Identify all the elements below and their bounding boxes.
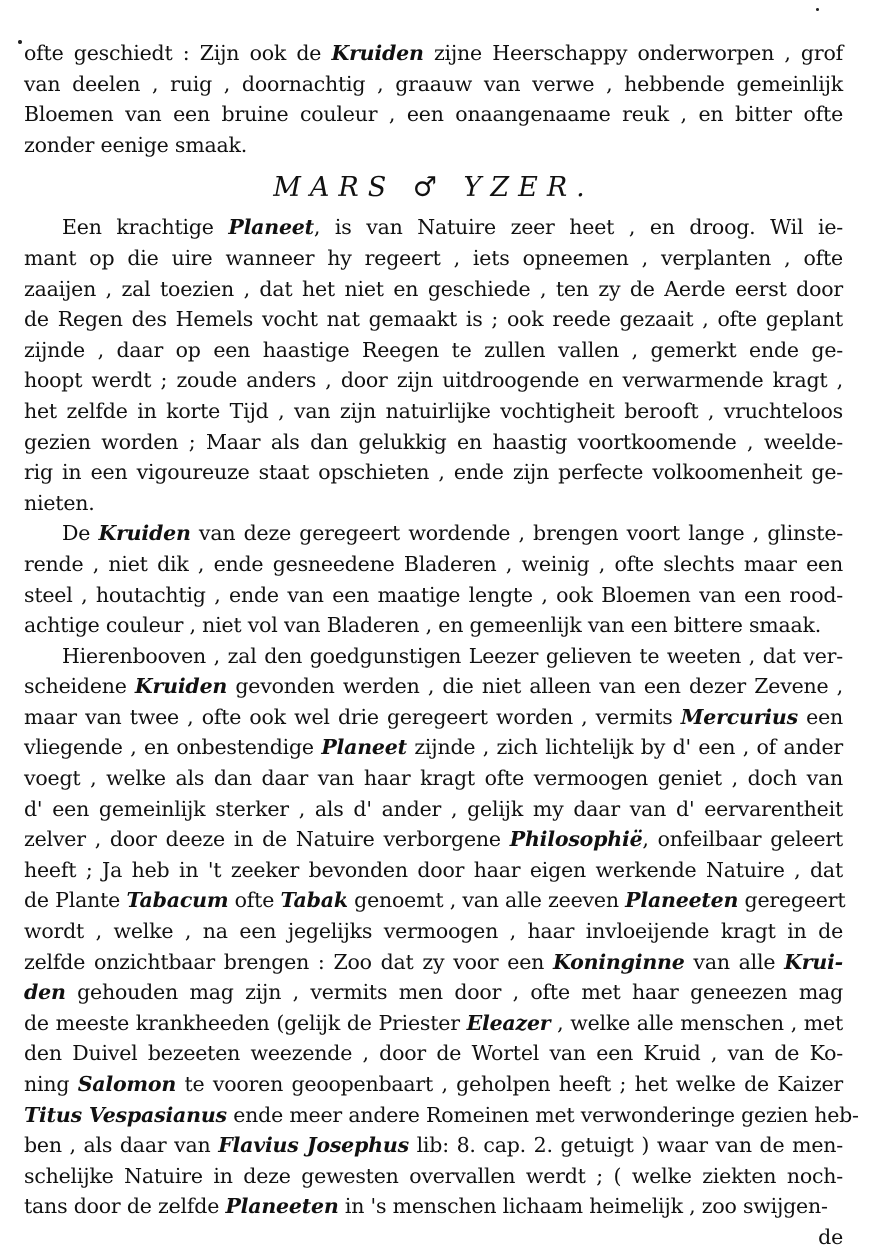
text-run: een	[797, 704, 843, 729]
text-run: achtige couleur , niet vol van Bladeren , en gemeenlijk van een bittere smaak.	[24, 613, 822, 638]
text-run: de Plante	[24, 888, 127, 913]
text-run: lib: 8. cap. 2. getuigt ) waar van de men-	[408, 1133, 843, 1158]
text-run: ben , als daar van	[24, 1133, 219, 1158]
text-line	[24, 427, 843, 458]
text-run: genoemt , van alle zeeven	[347, 888, 626, 913]
text-line	[24, 702, 843, 733]
text-line	[24, 396, 843, 427]
text-run: wordt , welke , na een jegelijks vermoogen , haar invloeijende kragt in de	[24, 919, 843, 944]
text-line	[24, 1008, 843, 1039]
text-run: schelijke Natuire in deze gewesten overvallen werdt ; ( welke ziekten noch-	[24, 1163, 843, 1188]
text-run: , onfeilbaar geleert	[642, 827, 844, 852]
text-line	[24, 130, 843, 161]
text-run: voegt , welke als dan daar van haar kragt ofte vermoogen geniet , doch van	[24, 766, 843, 791]
text-run: rende , niet dik , ende gesneedene Bladeren , weinig , ofte slechts maar een	[24, 551, 843, 576]
text-run: Een krachtige	[62, 215, 229, 240]
text-run: nieten.	[24, 490, 95, 515]
text-run: zelfde onzichtbaar brengen : Zoo dat zy voor een	[24, 949, 553, 974]
italic-term: Salomon	[77, 1072, 177, 1096]
text-run: d' een gemeinlijk sterker , als d' ander , gelijk my daar van d' eervarentheit	[24, 796, 843, 821]
ink-speck	[18, 40, 22, 44]
italic-term: Titus Vespasianus	[24, 1102, 227, 1127]
italic-term: Tabacum	[126, 888, 229, 913]
text-line	[24, 1130, 843, 1161]
text-line	[24, 212, 843, 243]
text-line	[24, 1038, 843, 1069]
text-line	[24, 580, 843, 611]
text-run: te vooren geoopenbaart , geholpen heeft ; het welke de Kaizer	[176, 1072, 843, 1096]
italic-term: Koninginne	[552, 949, 685, 974]
text-line	[24, 947, 843, 978]
italic-term: Flavius Josephus	[218, 1133, 409, 1158]
text-run: ning	[24, 1072, 78, 1096]
text-run: De	[62, 521, 99, 546]
text-line	[24, 671, 843, 702]
text-run: van deze geregeert wordende , brengen voort lange , glinste-	[190, 521, 843, 546]
text-run: steel , houtachtig , ende van een maatige lengte , ook Bloemen van een rood-	[24, 582, 843, 607]
text-line	[24, 99, 843, 130]
text-line	[24, 732, 843, 763]
text-run: zaaijen , zal toezien , dat het niet en geschiede , ten zy de Aerde eerst door	[24, 276, 843, 301]
text-run: zijne Heerschappy onderworpen , grof	[423, 41, 843, 65]
italic-term: Kruiden	[331, 41, 424, 65]
text-line	[24, 794, 843, 825]
italic-term: Tabak	[280, 888, 348, 913]
text-line	[24, 243, 843, 274]
italic-term: Kruiden	[134, 674, 228, 699]
italic-term: Planeeten	[625, 888, 739, 913]
italic-term: Krui-	[784, 949, 843, 974]
text-run: zijnde , zich lichtelijk by d' een , of ander	[406, 735, 844, 760]
text-line	[24, 610, 843, 641]
text-run: ofte geschiedt : Zijn ook de	[24, 41, 332, 65]
text-run: vliegende , en onbestendige	[24, 735, 322, 760]
text-line	[24, 1069, 843, 1100]
text-line	[24, 38, 843, 69]
text-run: de Regen des Hemels vocht nat gemaakt is ; ook reede gezaait , ofte geplant	[24, 307, 843, 332]
text-run: Hierenbooven , zal den goedgunstigen Leezer gelieven te weeten , dat ver-	[62, 643, 843, 668]
text-line	[24, 549, 843, 580]
italic-term: Philosophië	[509, 827, 643, 852]
text-run: geregeert	[738, 888, 846, 913]
text-run: het zelfde in korte Tijd , van zijn natuirlijke vochtigheit berooft , vruchteloos	[24, 398, 843, 423]
text-line	[24, 304, 843, 335]
text-run: maar van twee , ofte ook wel drie geregeert worden , vermits	[24, 704, 681, 729]
text-run: gevonden werden , die niet alleen van een dezer Zevene ,	[227, 674, 843, 699]
text-line	[24, 977, 843, 1008]
text-run: in 's menschen lichaam heimelijk , zoo swijgen-	[338, 1194, 828, 1219]
italic-term: Planeet	[228, 215, 314, 240]
text-line	[24, 763, 843, 794]
italic-term: Kruiden	[98, 521, 191, 546]
text-run: tans door de zelfde	[24, 1194, 226, 1219]
text-line	[24, 641, 843, 672]
text-line	[24, 824, 843, 855]
text-run: zonder eenige smaak.	[24, 132, 248, 157]
italic-term: Mercurius	[680, 704, 798, 729]
text-line	[24, 69, 843, 100]
ink-speck	[816, 8, 819, 11]
catchword: de	[818, 1224, 843, 1249]
text-line	[24, 855, 843, 886]
text-run: zijnde , daar op een haastige Reegen te zullen vallen , gemerkt ende ge-	[24, 337, 843, 362]
text-run: ofte	[228, 888, 281, 913]
text-run: heeft ; Ja heb in 't zeeker bevonden door haar eigen werkende Natuire , dat	[24, 857, 843, 882]
italic-term: den	[24, 980, 66, 1005]
section-heading: MARS ♂ YZER.	[273, 172, 594, 204]
text-run: , welke alle menschen , met	[550, 1010, 843, 1035]
text-line	[24, 365, 843, 396]
italic-term: Eleazer	[466, 1010, 551, 1035]
text-line	[24, 488, 843, 519]
text-line	[24, 274, 843, 305]
page-text	[24, 38, 859, 1222]
text-line	[24, 1100, 859, 1131]
text-run: zelver , door deeze in de Natuire verborgene	[24, 827, 510, 852]
text-line	[24, 916, 843, 947]
italic-term: Planeet	[321, 735, 407, 760]
text-line	[24, 457, 843, 488]
text-run: hoopt werdt ; zoude anders , door zijn uitdroogende en verwarmende kragt ,	[24, 368, 843, 393]
text-line	[24, 1161, 843, 1192]
text-run: Bloemen van een bruine couleur , een onaangenaame reuk , en bitter ofte	[24, 102, 843, 127]
text-line	[24, 518, 843, 549]
text-run: van alle	[684, 949, 785, 974]
italic-term: Planeeten	[225, 1194, 339, 1219]
text-run: gehouden mag zijn , vermits men door , ofte met haar geneezen mag	[65, 980, 843, 1005]
text-run: mant op die uire wanneer hy regeert , iets opneemen , verplanten , ofte	[24, 245, 843, 270]
text-run: de meeste krankheeden (gelijk de Priester	[24, 1010, 467, 1035]
text-run: ende meer andere Romeinen met verwonderinge gezien heb-	[226, 1102, 859, 1127]
text-run: rig in een vigoureuze staat opschieten , ende zijn perfecte volkoomenheit ge-	[24, 460, 843, 485]
text-run: scheidene	[24, 674, 135, 699]
text-run: van deelen , ruig , doornachtig , graauw van verwe , hebbende gemeinlijk	[24, 71, 843, 96]
text-line	[24, 335, 843, 366]
text-run: , is van Natuire zeer heet , en droog. Wil ie-	[313, 215, 843, 240]
text-run: gezien worden ; Maar als dan gelukkig en haastig voortkoomende , weelde-	[24, 429, 843, 454]
text-line	[24, 885, 846, 916]
text-run: den Duivel bezeeten weezende , door de Wortel van een Kruid , van de Ko-	[24, 1041, 843, 1066]
text-line	[24, 1191, 843, 1222]
